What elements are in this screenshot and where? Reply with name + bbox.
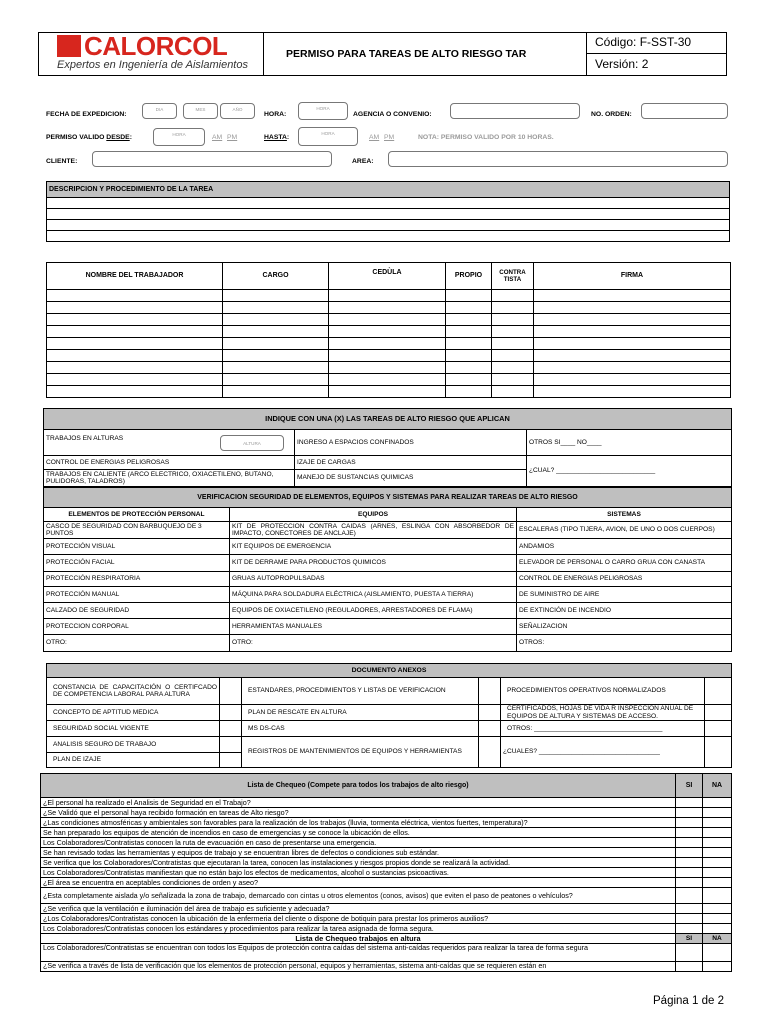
- anexo-doc: REGISTROS DE MANTENIMIENTOS DE EQUIPOS Y HERRAMIENTAS: [242, 737, 479, 768]
- anexo-check[interactable]: [705, 737, 732, 768]
- worker-cell[interactable]: [492, 326, 534, 338]
- checklist-question: ¿Los Colaboradores/Contratistas conocen la ubicación de la enfermeria del cliente o dispone de botiquin para prestar los primeros auxilios?: [41, 914, 676, 924]
- anexo-doc: CERTIFICADOS, HOJAS DE VIDA R INSPECCIÓN ANUAL DE EQUIPOS DE ALTURA Y SISTEMAS DE ACCESO.: [501, 705, 705, 721]
- worker-cell[interactable]: [492, 386, 534, 398]
- anexo-doc: CONSTANCIA DE CAPACITACIÓN O CERTIFCADO DE COMPETENCIA LABORAL PARA ALTURA: [47, 678, 220, 705]
- worker-cell[interactable]: [534, 362, 731, 374]
- dia-placeholder: DIA: [155, 107, 164, 112]
- checklist-na-cell[interactable]: [703, 798, 732, 808]
- equipo-item[interactable]: OTRO:: [230, 635, 517, 652]
- desde-hora-field[interactable]: [153, 128, 205, 146]
- epp-item[interactable]: OTRO:: [44, 635, 230, 652]
- worker-cell[interactable]: [47, 314, 223, 326]
- verificacion-row: [44, 587, 732, 603]
- document-title: PERMISO PARA TAREAS DE ALTO RIESGO TAR: [286, 48, 527, 60]
- sistema-item[interactable]: OTROS:: [517, 635, 732, 652]
- checklist-title: Lista de Chequeo (Compete para todos los trabajos de alto riesgo): [41, 774, 676, 798]
- checklist-si-header: SI: [676, 774, 703, 798]
- page-number: Página 1 de 2: [653, 995, 724, 1007]
- checklist-si-cell[interactable]: [676, 848, 703, 858]
- area-field[interactable]: [388, 151, 728, 167]
- col-cedula: CEDÙLA: [329, 263, 446, 290]
- equipo-item[interactable]: MÁQUINA PARA SOLDADURA ELÉCTRICA (AISLAMIENTO, PUESTA A TIERRA): [230, 587, 517, 603]
- equipo-item[interactable]: HERRAMIENTAS MANUALES: [230, 619, 517, 635]
- anexo-doc: ANALISIS SEGURO DE TRABAJO: [47, 737, 220, 753]
- epp-item[interactable]: PROTECCIÓN MANUAL: [44, 587, 230, 603]
- checklist-na-cell[interactable]: [703, 878, 732, 888]
- checklist-na-header: NA: [703, 774, 732, 798]
- checklist-question: ¿El área se encuentra en aceptables condiciones de orden y aseo?: [41, 878, 676, 888]
- worker-cell[interactable]: [47, 374, 223, 386]
- checklist-question: Los Colaboradores/Contratistas conocen la ruta de evacuación en caso de presentarse una emergencia.: [41, 838, 676, 848]
- anexo-check[interactable]: [705, 721, 732, 737]
- worker-cell[interactable]: [446, 362, 492, 374]
- checklist-si-cell[interactable]: [676, 808, 703, 818]
- epp-item[interactable]: CALZADO DE SEGURIDAD: [44, 603, 230, 619]
- worker-cell[interactable]: [492, 290, 534, 302]
- checklist-row: [41, 878, 732, 888]
- worker-cell[interactable]: [446, 290, 492, 302]
- anexo-check[interactable]: [220, 721, 242, 737]
- worker-cell[interactable]: [329, 386, 446, 398]
- cliente-label: CLIENTE:: [46, 158, 78, 165]
- verificacion-row: [44, 555, 732, 572]
- worker-cell[interactable]: [47, 338, 223, 350]
- header-divider: [263, 32, 264, 76]
- checklist-question: ¿Se Validó que el personal haya recibido formación en tareas de Alto riesgo?: [41, 808, 676, 818]
- checklist-row: [41, 798, 732, 808]
- fecha-label: FECHA DE EXPEDICION:: [46, 111, 127, 118]
- desde-am-option[interactable]: AM: [212, 134, 223, 141]
- checklist-si-cell[interactable]: [676, 878, 703, 888]
- worker-cell[interactable]: [492, 314, 534, 326]
- tarea-otros[interactable]: OTROS SI____ NO____: [527, 430, 732, 456]
- anexo-doc: OTROS: ___________________________________: [501, 721, 705, 737]
- anexos-title: DOCUMENTO ANEXOS: [47, 664, 732, 678]
- worker-cell[interactable]: [47, 386, 223, 398]
- worker-cell[interactable]: [223, 302, 329, 314]
- mes-placeholder: MES: [195, 107, 206, 112]
- checklist-si-cell[interactable]: [676, 914, 703, 924]
- worker-cell[interactable]: [534, 338, 731, 350]
- checklist-row: [41, 828, 732, 838]
- anexo-row: [47, 721, 732, 737]
- worker-cell[interactable]: [329, 338, 446, 350]
- checklist-row: [41, 962, 732, 972]
- area-label: AREA:: [352, 158, 374, 165]
- anexo-doc: PLAN DE IZAJE: [47, 753, 220, 768]
- desde-hora-placeholder: HORA: [172, 132, 186, 137]
- anexos-table: [46, 663, 732, 768]
- col-propio: PROPIO: [446, 263, 492, 290]
- checklist-si-cell[interactable]: [676, 828, 703, 838]
- anexo-row: [47, 737, 732, 753]
- checklist-question: ¿Se verifica a través de lista de verificación que los elementos de protección personal, equipos y herramientas, sistema anti-caídas que se requieren están en: [41, 962, 676, 972]
- checklist-question: ¿Esta completamente aislada y/o señalizada la zona de trabajo, demarcado con cintas u otros elementos (conos, avisos) que eviten el paso de peatones o vehículos?: [41, 888, 676, 904]
- epp-item[interactable]: CASCO DE SEGURIDAD CON BARBUQUEJO DE 3 PUNTOS: [44, 522, 230, 539]
- worker-cell[interactable]: [446, 314, 492, 326]
- sistema-item[interactable]: ESCALERAS (TIPO TIJERA, AVION, DE UNO O DOS CUERPOS): [517, 522, 732, 539]
- worker-cell[interactable]: [329, 290, 446, 302]
- worker-cell[interactable]: [534, 386, 731, 398]
- tareas-title: INDIQUE CON UNA (X) LAS TAREAS DE ALTO RIESGO QUE APLICAN: [44, 409, 732, 430]
- worker-cell[interactable]: [47, 326, 223, 338]
- descripcion-line[interactable]: [47, 220, 730, 231]
- epp-item[interactable]: PROTECCIÓN RESPIRATORIA: [44, 572, 230, 587]
- cliente-field[interactable]: [92, 151, 332, 167]
- checklist-row: [41, 838, 732, 848]
- anexo-row: [47, 678, 732, 705]
- hasta-label: [264, 134, 289, 141]
- checklist-si-cell[interactable]: [676, 838, 703, 848]
- worker-cell[interactable]: [492, 374, 534, 386]
- checklist-si-cell[interactable]: [676, 868, 703, 878]
- checklist-si-cell[interactable]: [676, 818, 703, 828]
- worker-cell[interactable]: [223, 350, 329, 362]
- worker-cell[interactable]: [492, 338, 534, 350]
- checklist-na-cell[interactable]: [703, 858, 732, 868]
- logo-tagline: Expertos en Ingeniería de Aislamientos: [57, 59, 248, 71]
- worker-cell[interactable]: [329, 374, 446, 386]
- checklist-question: ¿Se verifica que la ventilación e iluminación del área de trabajo es suficiente y adecuada?: [41, 904, 676, 914]
- altura-placeholder: ALTURA: [243, 440, 261, 446]
- valido-desde-label: [46, 134, 132, 141]
- verificacion-body: [44, 522, 732, 652]
- descripcion-line[interactable]: [47, 198, 730, 209]
- equipo-item[interactable]: GRUAS AUTOPROPULSADAS: [230, 572, 517, 587]
- checklist-na-cell[interactable]: [703, 944, 732, 962]
- checklist-question: ¿El personal ha realizado el Analisis de Seguridad en el Trabajo?: [41, 798, 676, 808]
- checklist-row: [41, 888, 732, 904]
- worker-cell[interactable]: [446, 338, 492, 350]
- desde-colon: :: [129, 134, 132, 141]
- worker-cell[interactable]: [492, 362, 534, 374]
- worker-cell[interactable]: [534, 314, 731, 326]
- hasta-hora-field[interactable]: [298, 127, 358, 146]
- worker-cell[interactable]: [329, 362, 446, 374]
- hasta-colon: :: [286, 134, 290, 141]
- epp-item[interactable]: PROTECCIÓN FACIAL: [44, 555, 230, 572]
- worker-cell[interactable]: [47, 290, 223, 302]
- checklist-altura-title: Lista de Chequeo trabajos en altura: [41, 934, 676, 944]
- anexos-body: [47, 678, 732, 768]
- checklist-altura-header: [41, 934, 732, 944]
- checklist-na-cell[interactable]: [703, 914, 732, 924]
- tarea-caliente[interactable]: TRABAJOS EN CALIENTE (ARCO ELECTRICO, OXIACETILENO, BUTANO, PULIDORAS, TALADROS): [44, 470, 295, 487]
- descripcion-line[interactable]: [47, 231, 730, 242]
- hasta-pm-option[interactable]: PM: [384, 134, 395, 141]
- verificacion-col-sistemas: SISTEMAS: [517, 508, 732, 522]
- worker-cell[interactable]: [47, 350, 223, 362]
- checklist-row: [41, 904, 732, 914]
- worker-cell[interactable]: [329, 302, 446, 314]
- equipo-item[interactable]: KIT DE DERRAME PARA PRODUCTOS QUIMICOS: [230, 555, 517, 572]
- worker-cell[interactable]: [534, 290, 731, 302]
- checklist-si-cell[interactable]: [676, 924, 703, 934]
- worker-cell[interactable]: [492, 350, 534, 362]
- checklist-na-cell[interactable]: [703, 838, 732, 848]
- checklist-na-cell[interactable]: [703, 868, 732, 878]
- checklist-si-cell[interactable]: [676, 944, 703, 962]
- checklist-altura-si-header: SI: [676, 934, 703, 944]
- anexo-doc: MS DS-CAS: [242, 721, 479, 737]
- checklist-si-cell[interactable]: [676, 888, 703, 904]
- col-contratista: CONTRA TISTA: [492, 263, 534, 290]
- anexo-doc: PLAN DE RESCATE EN ALTURA: [242, 705, 479, 721]
- checklist-altura-na-header: NA: [703, 934, 732, 944]
- epp-item[interactable]: PROTECCIÓN VISUAL: [44, 539, 230, 555]
- checklist-na-cell[interactable]: [703, 818, 732, 828]
- worker-cell[interactable]: [223, 338, 329, 350]
- anexo-doc: SEGURIDAD SOCIAL VIGENTE: [47, 721, 220, 737]
- ano-placeholder: AÑO: [232, 107, 243, 112]
- checklist-si-cell[interactable]: [676, 798, 703, 808]
- epp-item[interactable]: PROTECCION CORPORAL: [44, 619, 230, 635]
- checklist-na-cell[interactable]: [703, 924, 732, 934]
- nota-text: NOTA: PERMISO VALIDO POR 10 HORAS.: [418, 134, 554, 141]
- anexo-check[interactable]: [220, 678, 242, 705]
- dia-field[interactable]: [142, 103, 177, 119]
- anexo-check[interactable]: [220, 705, 242, 721]
- orden-field[interactable]: [641, 103, 728, 119]
- descripcion-table: [46, 181, 730, 242]
- hora-label: HORA:: [264, 111, 287, 118]
- worker-cell[interactable]: [446, 374, 492, 386]
- worker-cell[interactable]: [329, 350, 446, 362]
- hasta-text: HASTA: [264, 134, 287, 141]
- hasta-am-option[interactable]: AM: [369, 134, 380, 141]
- tarea-alturas-label: TRABAJOS EN ALTURAS: [46, 434, 124, 442]
- sistema-item[interactable]: ANDAMIOS: [517, 539, 732, 555]
- workers-table: [46, 262, 731, 398]
- checklist-na-cell[interactable]: [703, 828, 732, 838]
- worker-cell[interactable]: [446, 302, 492, 314]
- anexo-row: [47, 705, 732, 721]
- hasta-hora-placeholder: HORA: [321, 131, 335, 136]
- tarea-izaje[interactable]: IZAJE DE CARGAS: [295, 456, 527, 470]
- descripcion-title: DESCRIPCION Y PROCEDIMIENTO DE LA TAREA: [47, 182, 730, 198]
- agencia-field[interactable]: [450, 103, 580, 119]
- worker-cell[interactable]: [47, 362, 223, 374]
- checklist-na-cell[interactable]: [703, 848, 732, 858]
- sistema-item[interactable]: DE SUMINISTRO DE AIRE: [517, 587, 732, 603]
- document-version: Versión: 2: [586, 54, 727, 76]
- logo-name: CALORCOL: [84, 31, 228, 61]
- checklist-row: [41, 868, 732, 878]
- tarea-quimicas[interactable]: MANEJO DE SUSTANCIAS QUIMICAS: [295, 470, 527, 487]
- anexo-check[interactable]: [705, 705, 732, 721]
- checklist-row: [41, 924, 732, 934]
- verificacion-row: [44, 603, 732, 619]
- checklist-question: Se han revisado todas las herramientas y equipos de trabajo y se encuentran libres de defectos o condiciones sub estándar.: [41, 848, 676, 858]
- verificacion-col-equipos: EQUIPOS: [230, 508, 517, 522]
- equipo-item[interactable]: EQUIPOS DE OXIACETILENO (REGULADORES, ARRESTADORES DE FLAMA): [230, 603, 517, 619]
- checklist-row: [41, 914, 732, 924]
- checklist-body: [41, 798, 732, 972]
- checklist-na-cell[interactable]: [703, 904, 732, 914]
- mes-field[interactable]: [183, 103, 218, 119]
- worker-cell[interactable]: [329, 314, 446, 326]
- anexo-doc: ESTANDARES, PROCEDIMIENTOS Y LISTAS DE VERIFICACION: [242, 678, 479, 705]
- verificacion-title: VERIFICACION SEGURIDAD DE ELEMENTOS, EQUIPOS Y SISTEMAS PARA REALIZAR TAREAS DE ALTO RIESGO: [44, 488, 732, 508]
- ano-field[interactable]: [220, 103, 255, 119]
- checklist-si-cell[interactable]: [676, 962, 703, 972]
- checklist-si-cell[interactable]: [676, 904, 703, 914]
- sistema-item[interactable]: ELEVADOR DE PERSONAL O CARRO GRUA CON CANASTA: [517, 555, 732, 572]
- valido-text: PERMISO VALIDO: [46, 134, 107, 141]
- tarea-cual[interactable]: ¿CUAL? ___________________________: [527, 456, 732, 487]
- logo-mark: [57, 35, 81, 57]
- anexo-check[interactable]: [479, 678, 501, 705]
- anexo-check[interactable]: [479, 721, 501, 737]
- hora-field[interactable]: [298, 102, 348, 120]
- worker-cell[interactable]: [446, 386, 492, 398]
- descripcion-line[interactable]: [47, 209, 730, 220]
- worker-cell[interactable]: [223, 314, 329, 326]
- checklist-question: ¿Las condiciones atmosféricas y ambientales son favorables para la realización de los trabajos (lluvia, tormenta eléctrica, vientos fuertes, temperatura)?: [41, 818, 676, 828]
- worker-cell[interactable]: [534, 326, 731, 338]
- worker-cell[interactable]: [223, 290, 329, 302]
- verificacion-row: [44, 572, 732, 587]
- anexo-doc: ¿CUALES? _________________________________: [501, 737, 705, 768]
- checklist-row: [41, 818, 732, 828]
- checklist-question: Los Colaboradores/Contratistas se encuentran con todos los Equipos de protección contra caídas del sistema anti-caídas requeridos para realizar la tarea de forma segura: [41, 944, 676, 962]
- orden-label: NO. ORDEN:: [591, 111, 632, 118]
- worker-cell[interactable]: [534, 302, 731, 314]
- document-code: Código: F-SST-30: [586, 32, 727, 54]
- checklist-question: Los Colaboradores/Contratistas conocen los estándares y procedimientos para realizar la tarea asignada de forma segura.: [41, 924, 676, 934]
- worker-cell[interactable]: [329, 326, 446, 338]
- desde-text: DESDE: [106, 134, 130, 141]
- anexo-check[interactable]: [479, 705, 501, 721]
- agencia-label: AGENCIA O CONVENIO:: [353, 111, 432, 118]
- checklist-question: Se verifica que los Colaboradores/Contratistas que ejecutaran la tarea, conocen las instalaciones y riesgos propios donde se realizará la actividad.: [41, 858, 676, 868]
- worker-cell[interactable]: [492, 302, 534, 314]
- checklist-row: [41, 808, 732, 818]
- col-cargo: CARGO: [223, 263, 329, 290]
- equipo-item[interactable]: KIT EQUIPOS DE EMERGENCIA: [230, 539, 517, 555]
- checklist-si-cell[interactable]: [676, 858, 703, 868]
- desde-pm-option[interactable]: PM: [227, 134, 238, 141]
- checklist-row: [41, 848, 732, 858]
- sistema-item[interactable]: CONTROL DE ENERGIAS PELIGROSAS: [517, 572, 732, 587]
- tarea-alturas[interactable]: [44, 430, 295, 456]
- worker-cell[interactable]: [223, 362, 329, 374]
- verificacion-table: [43, 487, 732, 652]
- checklist-question: Los Colaboradores/Contratistas manifiestan que no están bajo los efectos de medicamentos, alcohol o sustancias psicoactivas.: [41, 868, 676, 878]
- anexo-check[interactable]: [705, 678, 732, 705]
- worker-cell[interactable]: [534, 374, 731, 386]
- checklist-table: [40, 773, 732, 972]
- checklist-na-cell[interactable]: [703, 962, 732, 972]
- verificacion-row: [44, 619, 732, 635]
- col-nombre: NOMBRE DEL TRABAJADOR: [47, 263, 223, 290]
- checklist-na-cell[interactable]: [703, 888, 732, 904]
- verificacion-row: [44, 522, 732, 539]
- sistema-item[interactable]: DE EXTINCIÓN DE INCENDIO: [517, 603, 732, 619]
- equipo-item[interactable]: KIT DE PROTECCION CONTRA CAIDAS (ARNES, ESLINGA CON ABSORBEDOR DE IMPACTO, CONECTORES DE ANCLAJE): [230, 522, 517, 539]
- worker-cell[interactable]: [47, 302, 223, 314]
- anexo-doc: CONCEPTO DE APTITUD MEDICA: [47, 705, 220, 721]
- worker-cell[interactable]: [223, 326, 329, 338]
- tarea-confinados[interactable]: INGRESO A ESPACIOS CONFINADOS: [295, 430, 527, 456]
- checklist-row: [41, 858, 732, 868]
- checklist-na-cell[interactable]: [703, 808, 732, 818]
- verificacion-row: [44, 539, 732, 555]
- sistema-item[interactable]: SEÑALIZACION: [517, 619, 732, 635]
- worker-cell[interactable]: [534, 350, 731, 362]
- anexo-doc: PROCEDIMIENTOS OPERATIVOS NORMALIZADOS: [501, 678, 705, 705]
- anexo-check[interactable]: [220, 737, 242, 753]
- tareas-table: [43, 408, 732, 487]
- worker-cell[interactable]: [446, 350, 492, 362]
- worker-cell[interactable]: [223, 386, 329, 398]
- altura-field[interactable]: [220, 435, 284, 451]
- checklist-question: Se han preparado los equipos de atención de incendios en caso de emergencias y se conoce la ubicación de ellos.: [41, 828, 676, 838]
- worker-cell[interactable]: [223, 374, 329, 386]
- anexo-check[interactable]: [479, 737, 501, 768]
- col-firma: FIRMA: [534, 263, 731, 290]
- anexo-check[interactable]: [220, 753, 242, 768]
- hora-placeholder: HORA: [316, 106, 330, 111]
- verificacion-row: [44, 635, 732, 652]
- worker-cell[interactable]: [446, 326, 492, 338]
- checklist-row: [41, 944, 732, 962]
- verificacion-col-epp: ELEMENTOS DE PROTECCIÓN PERSONAL: [44, 508, 230, 522]
- tarea-energias[interactable]: CONTROL DE ENERGIAS PELIGROSAS: [44, 456, 295, 470]
